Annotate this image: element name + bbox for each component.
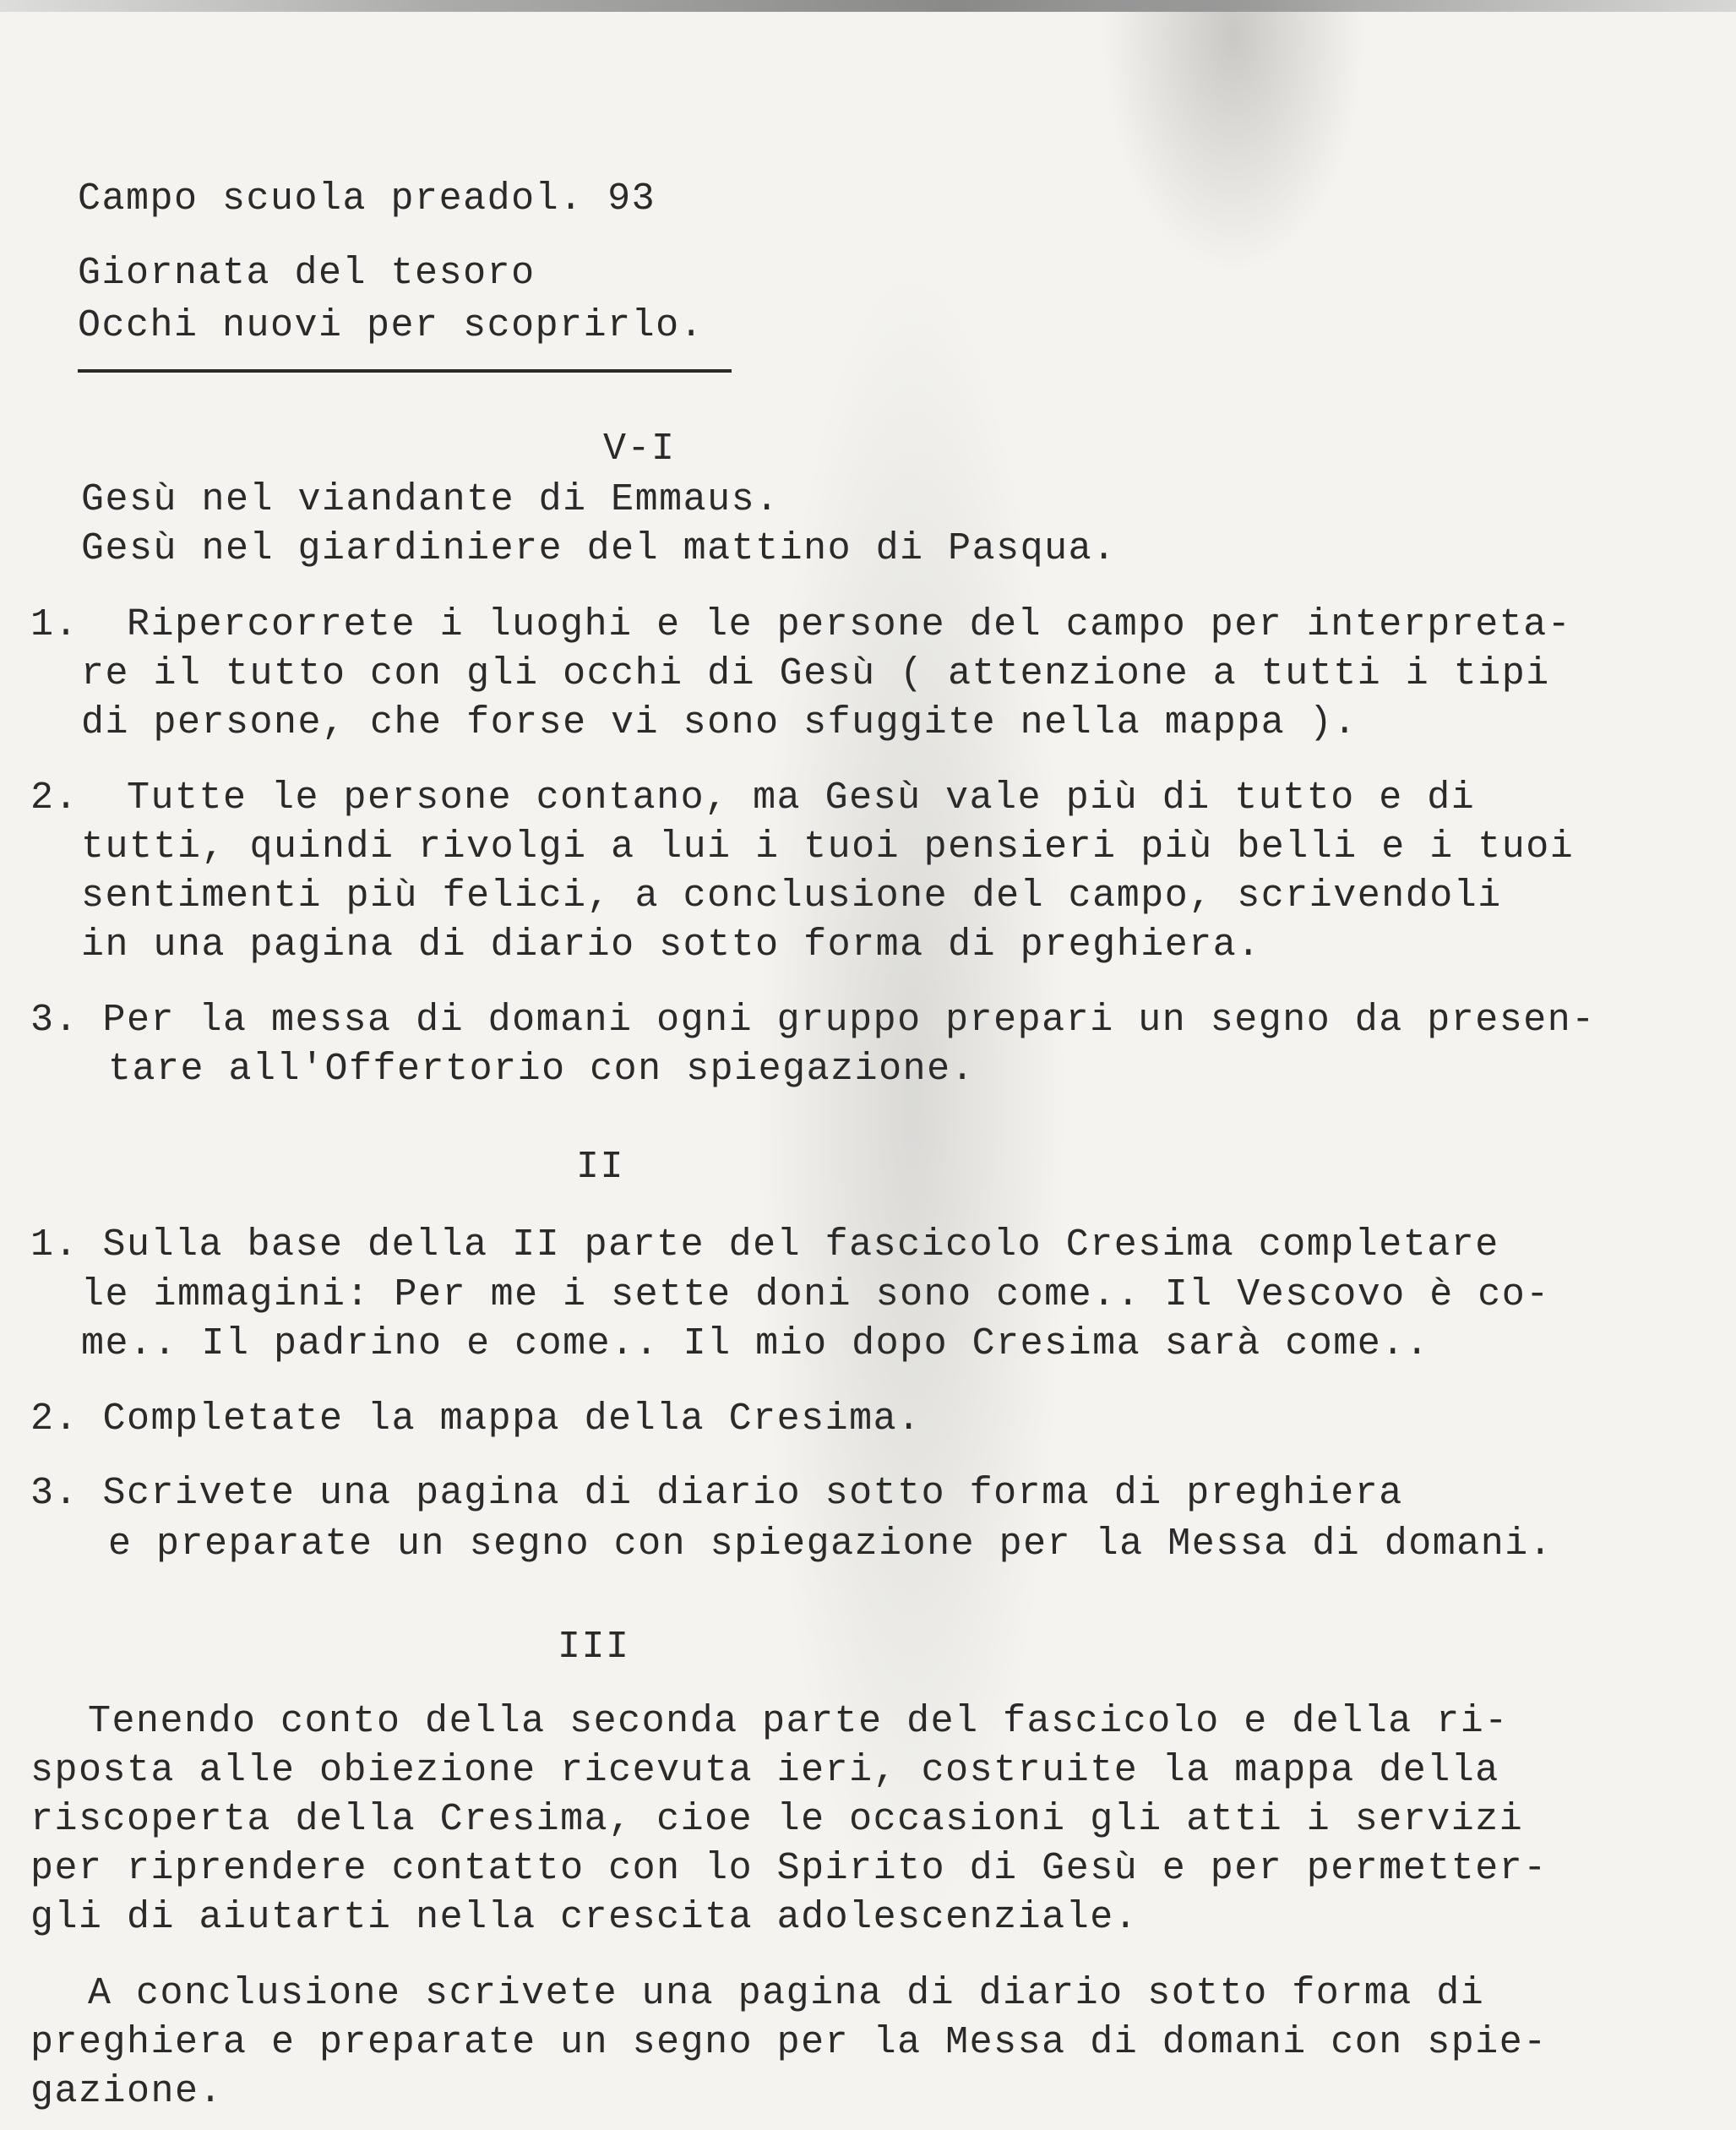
- section-vi-item-1-line-3: di persone, che forse vi sono sfuggite nella mappa ).: [81, 701, 1358, 744]
- section-ii-item-1-line-1: 1. Sulla base della II parte del fascicolo Cresima completare: [30, 1223, 1499, 1267]
- section-ii-item-1-line-3: me.. Il padrino e come.. Il mio dopo Cresima sarà come..: [81, 1322, 1430, 1365]
- section-ii-item-1-line-2: le immagini: Per me i sette doni sono come.. Il Vescovo è co-: [81, 1273, 1550, 1316]
- section-vi-item-3-line-2: tare all'Offertorio con spiegazione.: [108, 1048, 976, 1091]
- section-vi-item-2-line-3: sentimenti più felici, a conclusione del campo, scrivendoli: [81, 874, 1502, 918]
- section-iii-para1-line-1: Tenendo conto della seconda parte del fascicolo e della ri-: [88, 1700, 1509, 1743]
- section-vi-item-2-line-1: 2. Tutte le persone contano, ma Gesù vale più di tutto e di: [30, 776, 1476, 820]
- section-vi-intro-2: Gesù nel giardiniere del mattino di Pasqua.: [81, 527, 1117, 570]
- section-ii-heading: II: [576, 1146, 625, 1189]
- header-line-2: Giornata del tesoro: [78, 252, 536, 295]
- section-vi-item-3-line-1: 3. Per la messa di domani ogni gruppo prepari un segno da presen-: [30, 999, 1596, 1042]
- header-underline: [78, 369, 732, 373]
- section-vi-heading: V-I: [603, 428, 676, 471]
- section-vi-item-2-line-4: in una pagina di diario sotto forma di preghiera.: [81, 923, 1261, 967]
- section-ii-item-3-line-1: 3. Scrivete una pagina di diario sotto forma di preghiera: [30, 1472, 1403, 1515]
- section-iii-para1-line-4: per riprendere contatto con lo Spirito di Gesù e per permetter-: [30, 1847, 1548, 1890]
- section-vi-item-2-line-2: tutti, quindi rivolgi a lui i tuoi pensieri più belli e i tuoi: [81, 825, 1575, 869]
- header-line-1: Campo scuola preadol. 93: [78, 177, 656, 221]
- section-iii-para2-line-2: preghiera e preparate un segno per la Messa di domani con spie-: [30, 2021, 1548, 2064]
- section-ii-item-3-line-2: e preparate un segno con spiegazione per la Messa di domani.: [108, 1523, 1554, 1566]
- section-vi-intro-1: Gesù nel viandante di Emmaus.: [81, 478, 780, 521]
- header-line-3: Occhi nuovi per scoprirlo.: [78, 304, 705, 347]
- section-vi-item-1-line-1: 1. Ripercorrete i luoghi e le persone del campo per interpreta-: [30, 603, 1572, 646]
- section-ii-item-2-line-1: 2. Completate la mappa della Cresima.: [30, 1397, 922, 1441]
- section-iii-heading: III: [558, 1626, 630, 1669]
- section-iii-para1-line-2: sposta alle obiezione ricevuta ieri, costruite la mappa della: [30, 1749, 1499, 1792]
- section-iii-para1-line-3: riscoperta della Cresima, cioe le occasioni gli atti i servizi: [30, 1798, 1524, 1841]
- section-iii-para2-line-3: gazione.: [30, 2070, 224, 2113]
- section-vi-item-1-line-2: re il tutto con gli occhi di Gesù ( attenzione a tutti i tipi: [81, 652, 1550, 695]
- section-iii-para1-line-5: gli di aiutarti nella crescita adolescenziale.: [30, 1896, 1139, 1939]
- scan-top-edge: [0, 0, 1736, 12]
- section-iii-para2-line-1: A conclusione scrivete una pagina di diario sotto forma di: [88, 1972, 1485, 2015]
